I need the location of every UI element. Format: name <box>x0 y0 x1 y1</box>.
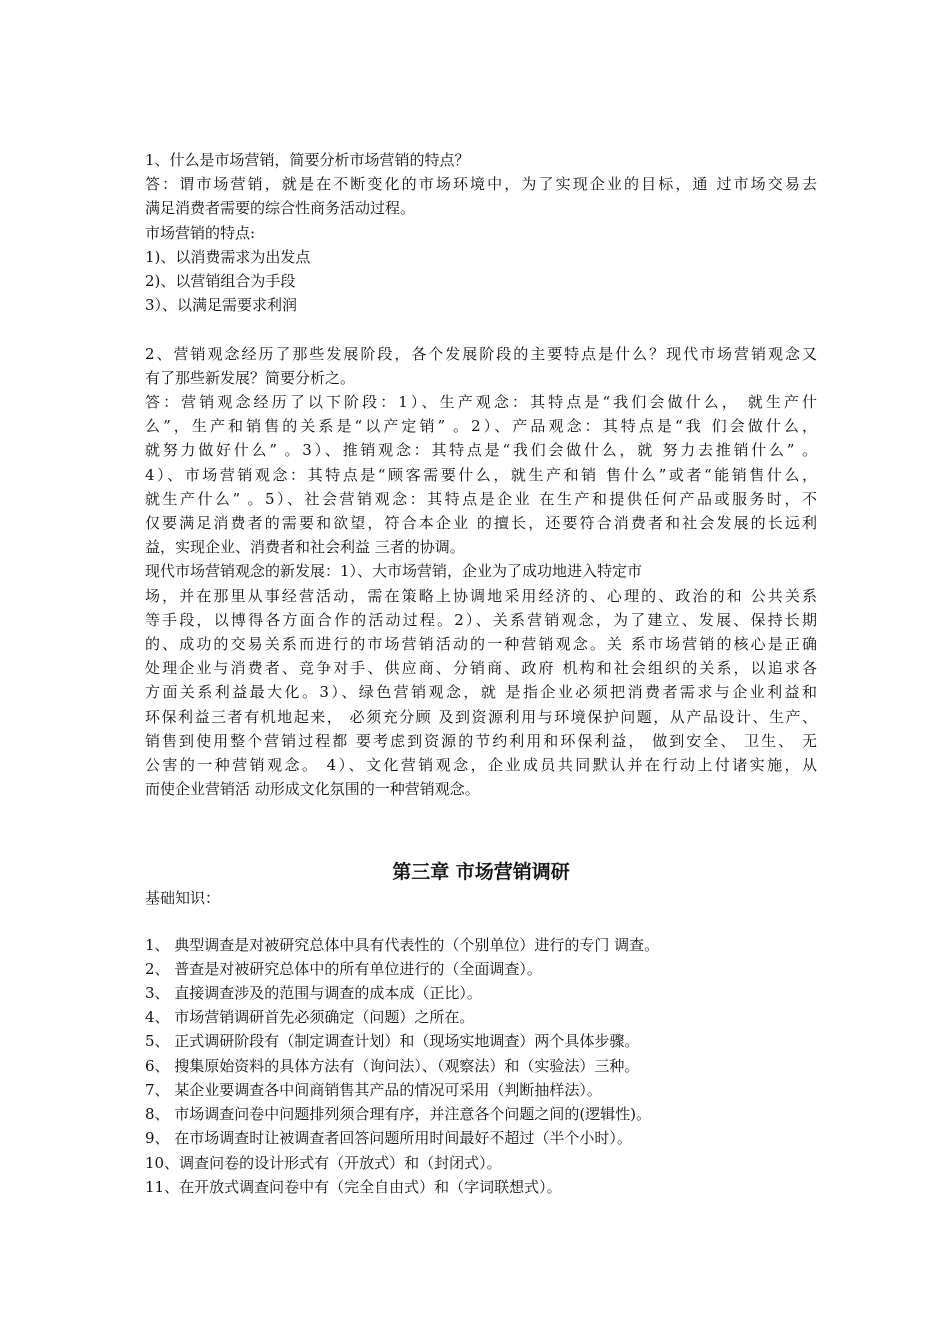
spacer <box>145 801 817 853</box>
answer-2-line: 答：营销观念经历了以下阶段：1）、生产观念：其特点是“我们会做什么， 就生产什 <box>145 393 817 412</box>
answer-1-line: 满足消费者需要的综合性商务活动过程。 <box>145 199 416 218</box>
knowledge-item: 4、 市场营销调研首先必须确定（问题）之所在。 <box>145 1008 475 1027</box>
document-body <box>145 148 817 1199</box>
knowledge-item: 7、 某企业要调查各中间商销售其产品的情况可采用（判断抽样法）。 <box>145 1080 602 1099</box>
feature-item: 3）、以满足需要求利润 <box>145 296 298 315</box>
spacer <box>145 317 817 341</box>
question-2-line: 有了那些新发展？简要分析之。 <box>145 368 356 387</box>
knowledge-item: 1、 典型调查是对被研究总体中具有代表性的（个别单位）进行的专门 调查。 <box>145 935 660 954</box>
new-development-line: 现代市场营销观念的新发展：1）、大市场营销，企业为了成功地进入特定市 <box>145 562 643 581</box>
feature-item: 1)、以消费需求为出发点 <box>145 247 311 266</box>
chapter-title: 第三章 市场营销调研 <box>392 861 570 884</box>
answer-2-line: 就努力做好什么” 。3）、推销观念：其特点是“我们会做什么，就 努力去推销什么” 。 <box>145 441 817 460</box>
knowledge-item: 9、 在市场调查时让被调查者回答问题所用时间最好不超过（半个小时）。 <box>145 1129 632 1148</box>
answer-2-line: 就生产什么” 。5）、社会营销观念：其特点是企业 在生产和提供任何产品或服务时，不 <box>145 489 817 508</box>
question-1: 1、什么是市场营销，简要分析市场营销的特点？ <box>145 151 470 169</box>
knowledge-item: 11、在开放式调查问卷中有（完全自由式）和（字词联想式）。 <box>145 1177 562 1196</box>
knowledge-item: 5、 正式调研阶段有（制定调查计划）和（现场实地调查）两个具体步骤。 <box>145 1032 640 1051</box>
new-development-line: 处理企业与消费者、竞争对手、供应商、分销商、政府 机构和社会组织的关系，以追求各 <box>145 659 817 678</box>
new-development-line: 环保利益三者有机地起来， 必须充分顾 及到资源利用与环境保护问题，从产品设计、生产、 <box>145 707 817 726</box>
knowledge-item: 6、 搜集原始资料的具体方法有（询问法）、（观察法）和（实验法）三种。 <box>145 1056 640 1075</box>
new-development-line: 等手段，以博得各方面合作的活动过程。2）、关系营销观念，为了建立、发展、保持长期 <box>145 610 817 629</box>
new-development-line: 方面关系利益最大化。3）、绿色营销观念，就 是指企业必须把消费者需求与企业利益和 <box>145 683 817 702</box>
subheading: 基础知识： <box>145 889 221 908</box>
answer-2-line: 么”，生产和销售的关系是“以产定销” 。2）、产品观念：其特点是“我 们会做什么， <box>145 417 817 436</box>
features-heading: 市场营销的特点: <box>145 223 256 242</box>
answer-1-line: 答：谓市场营销，就是在不断变化的市场环境中，为了实现企业的目标，通 过市场交易去 <box>145 175 817 194</box>
knowledge-item: 8、 市场调查问卷中问题排列须合理有序，并注意各个问题之间的(逻辑性)。 <box>145 1105 652 1124</box>
feature-item: 2)、以营销组合为手段 <box>145 272 296 291</box>
question-2-line: 2、营销观念经历了那些发展阶段，各个发展阶段的主要特点是什么？现代市场营销观念又 <box>145 344 817 363</box>
answer-2-line: 4）、市场营销观念：其特点是“顾客需要什么，就生产和销 售什么”或者“能销售什么， <box>145 465 817 484</box>
knowledge-item: 3、 直接调查涉及的范围与调查的成本成（正比）。 <box>145 984 482 1003</box>
spacer <box>145 911 817 933</box>
new-development-line: 而使企业营销活 动形成文化氛围的一种营销观念。 <box>145 780 480 799</box>
answer-2-line: 仅要满足消费者的需要和欲望，符合本企业 的擅长，还要符合消费者和社会发展的长远利 <box>145 514 817 533</box>
answer-2-line: 益，实现企业、消费者和社会利益 三者的协调。 <box>145 538 465 557</box>
new-development-line: 的、成功的交易关系而进行的市场营销活动的一种营销观念。关 系市场营销的核心是正确 <box>145 635 817 654</box>
new-development-line: 销售到使用整个营销过程都 要考虑到资源的节约利用和环保利益， 做到安全、 卫生、 无 <box>145 731 817 750</box>
knowledge-item: 2、 普查是对被研究总体中的所有单位进行的（全面调查）。 <box>145 959 542 978</box>
new-development-line: 公害的一种营销观念。 4）、文化营销观念，企业成员共同默认并在行动上付诸实施，从 <box>145 756 817 775</box>
new-development-line: 场，并在那里从事经营活动，需在策略上协调地采用经济的、心理的、政治的和 公共关系 <box>145 586 817 605</box>
knowledge-item: 10、调查问卷的设计形式有（开放式）和（封闭式）。 <box>145 1153 502 1172</box>
